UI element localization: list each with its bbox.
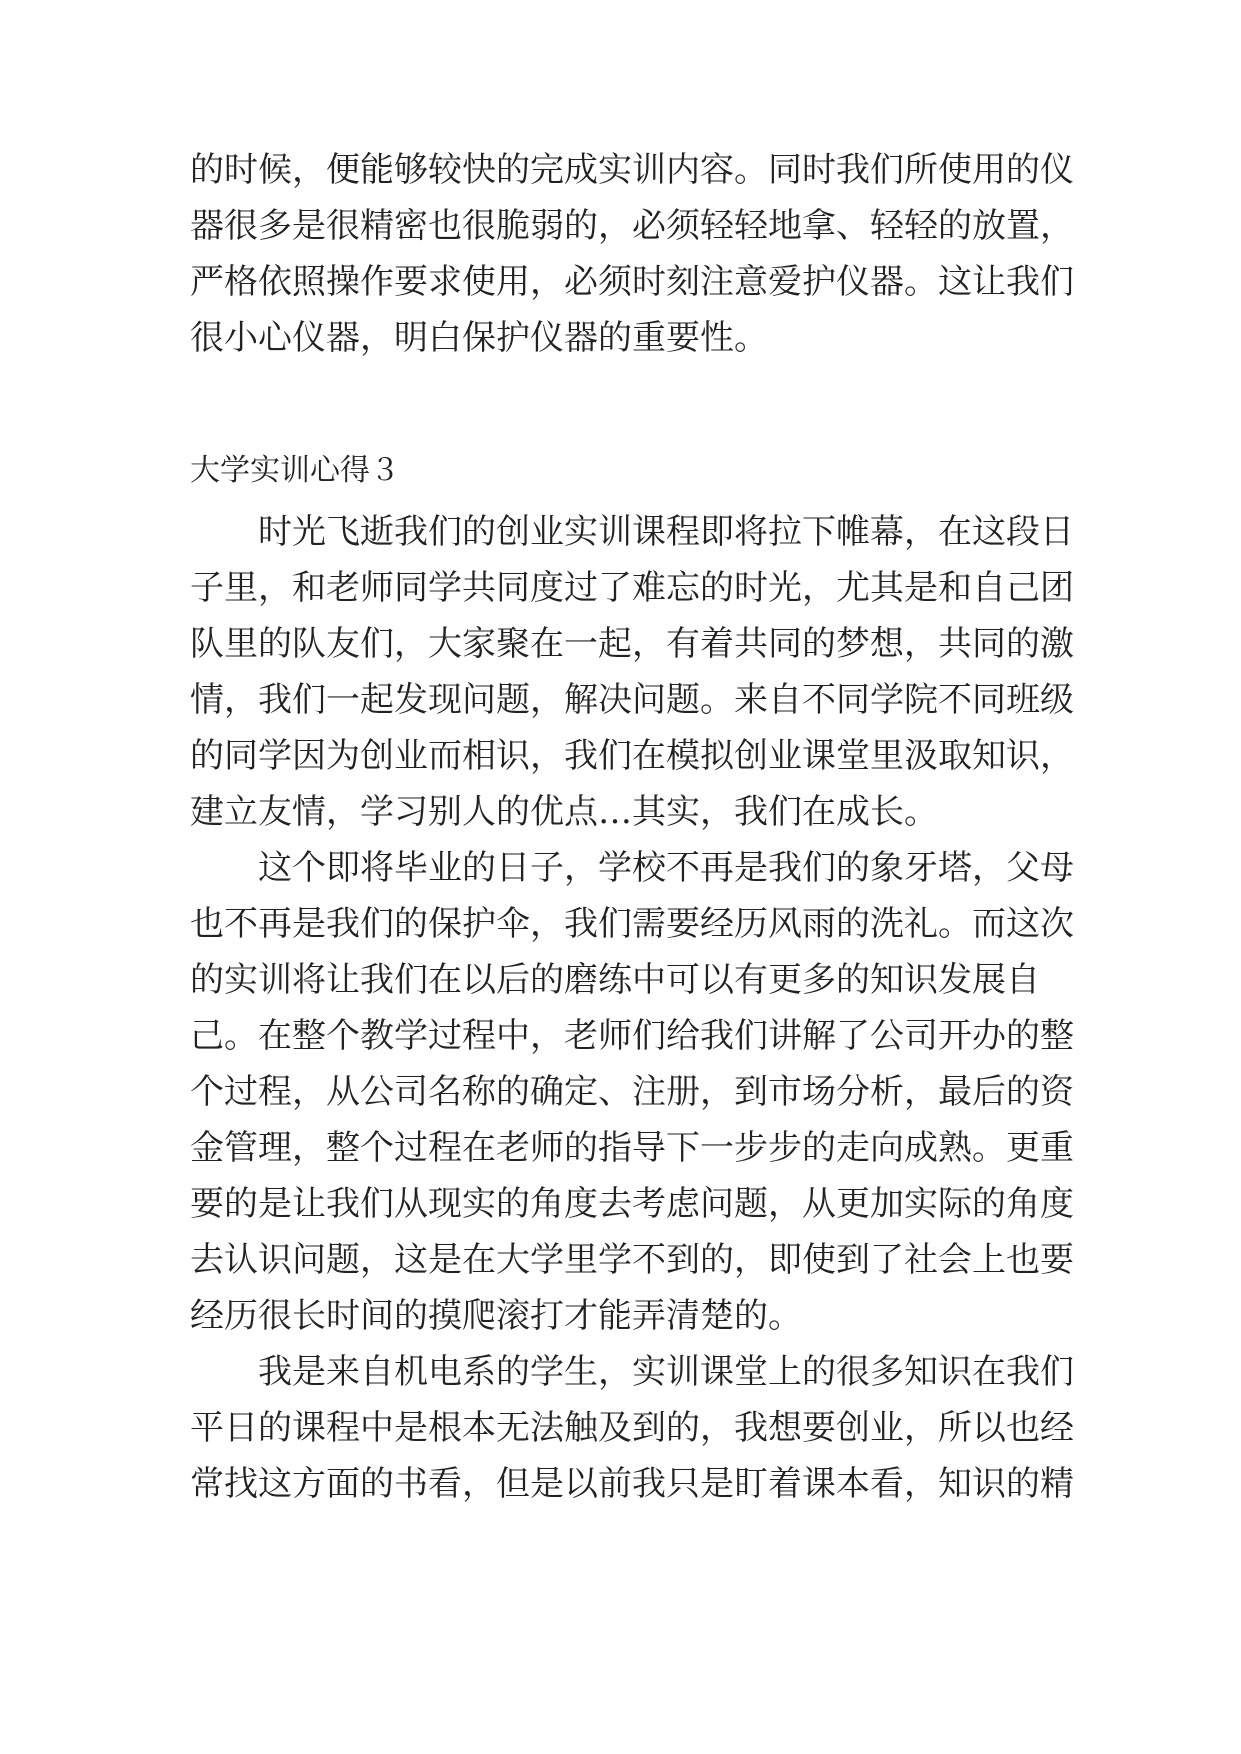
text-line: 很小心仪器，明白保护仪器的重要性。 bbox=[190, 318, 768, 358]
text-line: 平日的课程中是根本无法触及到的，我想要创业，所以也经 bbox=[190, 1408, 1074, 1448]
text-line: 个过程，从公司名称的确定、注册，到市场分析，最后的资 bbox=[190, 1072, 1074, 1112]
text-line: 严格依照操作要求使用，必须时刻注意爱护仪器。这让我们 bbox=[190, 262, 1074, 302]
text-line: 子里，和老师同学共同度过了难忘的时光，尤其是和自己团 bbox=[190, 568, 1074, 608]
text-line: 的实训将让我们在以后的磨练中可以有更多的知识发展自 bbox=[190, 960, 1040, 1000]
section-heading: 大学实训心得３ bbox=[190, 453, 400, 488]
text-line: 情，我们一起发现问题，解决问题。来自不同学院不同班级 bbox=[190, 680, 1074, 720]
text-line: 要的是让我们从现实的角度去考虑问题，从更加实际的角度 bbox=[190, 1184, 1074, 1224]
text-line: 器很多是很精密也很脆弱的，必须轻轻地拿、轻轻的放置， bbox=[190, 206, 1074, 246]
text-line: 去认识问题，这是在大学里学不到的，即使到了社会上也要 bbox=[190, 1240, 1074, 1280]
text-line: 这个即将毕业的日子，学校不再是我们的象牙塔，父母 bbox=[190, 848, 1074, 888]
text-line: 我是来自机电系的学生，实训课堂上的很多知识在我们 bbox=[190, 1352, 1074, 1392]
text-line: 建立友情，学习别人的优点…其实，我们在成长。 bbox=[190, 792, 938, 832]
text-line: 的时候，便能够较快的完成实训内容。同时我们所使用的仪 bbox=[190, 150, 1074, 190]
text-line: 己。在整个教学过程中，老师们给我们讲解了公司开办的整 bbox=[190, 1016, 1074, 1056]
text-line: 队里的队友们，大家聚在一起，有着共同的梦想，共同的激 bbox=[190, 624, 1074, 664]
text-line: 时光飞逝我们的创业实训课程即将拉下帷幕，在这段日 bbox=[190, 512, 1074, 552]
text-line: 金管理，整个过程在老师的指导下一步步的走向成熟。更重 bbox=[190, 1128, 1074, 1168]
text-line: 常找这方面的书看，但是以前我只是盯着课本看，知识的精 bbox=[190, 1464, 1074, 1504]
text-line: 的同学因为创业而相识，我们在模拟创业课堂里汲取知识， bbox=[190, 736, 1074, 776]
text-line: 经历很长时间的摸爬滚打才能弄清楚的。 bbox=[190, 1296, 802, 1336]
text-line: 也不再是我们的保护伞，我们需要经历风雨的洗礼。而这次 bbox=[190, 904, 1074, 944]
